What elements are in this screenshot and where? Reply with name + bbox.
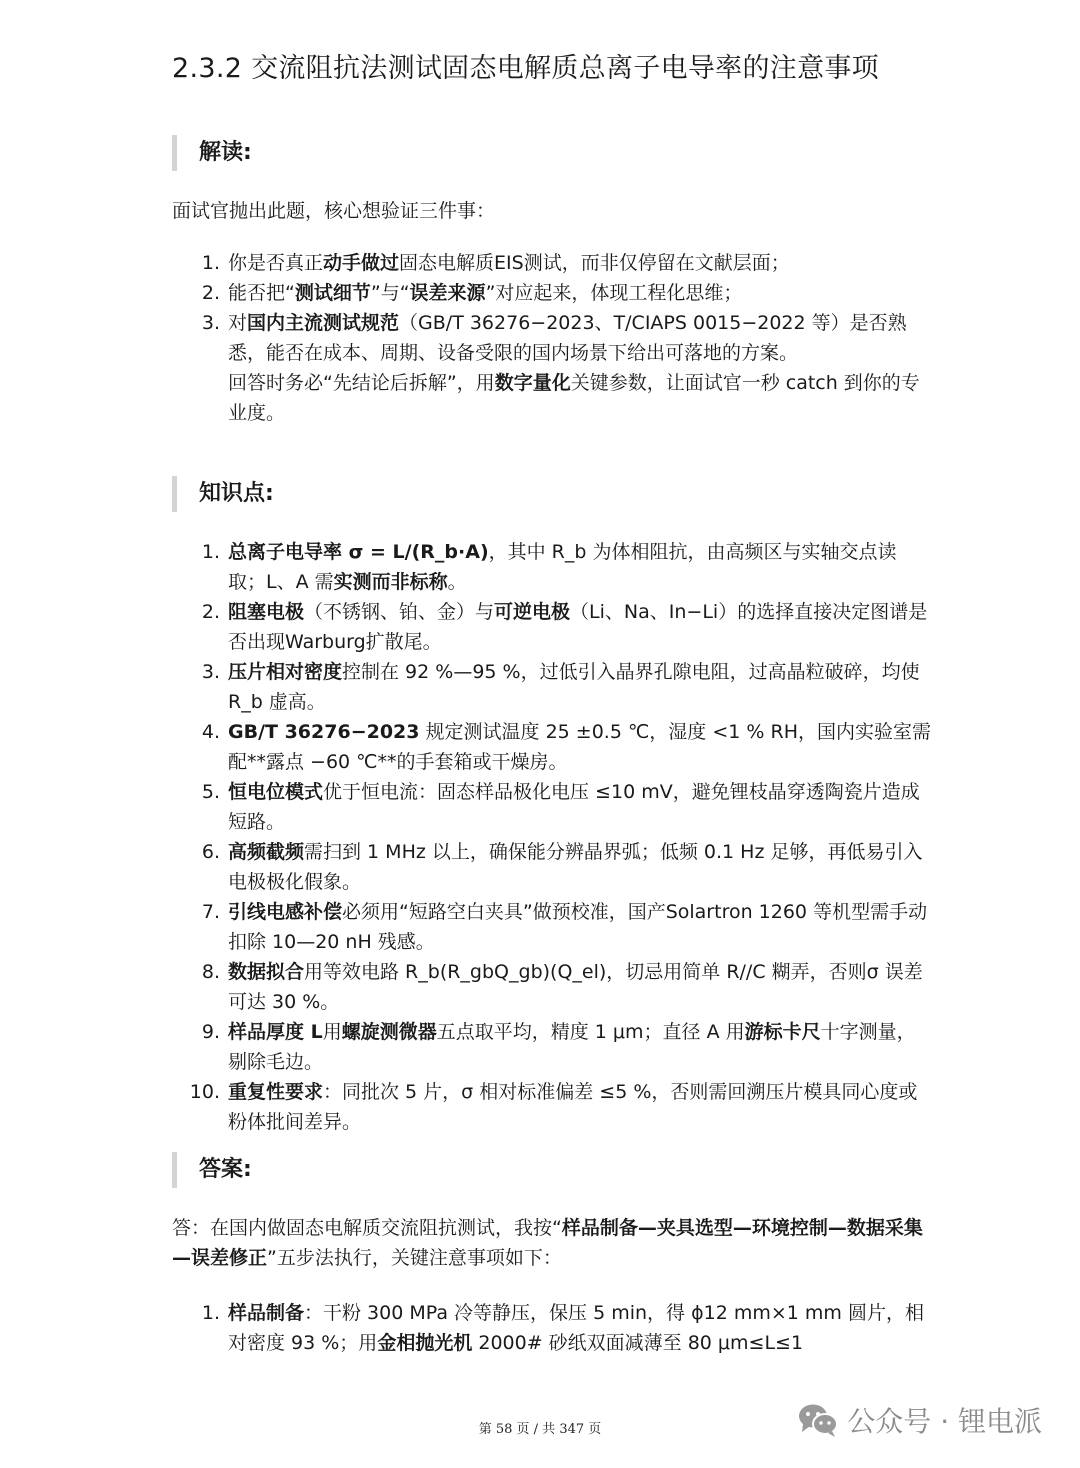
text: 你是否真正 [228,252,324,274]
bold-text: 样品厚度 L [228,1021,323,1043]
list-number: 8. [201,961,220,983]
text: （Li、Na、In−Li）的选择直接决定图谱是否出现Warburg扩散尾。 [228,601,928,653]
bold-text: 测试细节 [294,282,371,304]
text: 需扫到 1 MHz 以上，确保能分辨晶界弧；低频 0.1 Hz 足够，再低易引入电极极化假象。 [228,841,923,893]
bold-text: 动手做过 [323,252,400,274]
list-item [172,957,932,1017]
list-number: 3. [201,312,220,334]
list-item [172,537,932,597]
text: 2000# 砂纸双面减薄至 80 μm≤L≤1 [472,1332,804,1354]
page-title: 2.3.2 交流阻抗法测试固态电解质总离子电导率的注意事项 [172,53,879,84]
bold-text: 样品制备 [228,1302,305,1324]
section-heading-knowledge: 知识点: [172,476,274,512]
list-number: 1. [201,1302,220,1324]
bold-text: 游标卡尺 [744,1021,821,1043]
text: 回答时务必“先结论后拆解”，用 [228,372,495,394]
text: 关键参数，让面试官一秒 catch 到你的专业度。 [228,372,920,424]
bold-text: 国内主流测试规范 [247,312,400,334]
bold-text: 总离子电导率 σ = L/(R_b·A) [228,541,489,563]
list-item [172,1077,932,1137]
list-item [172,248,932,278]
list-number: 4. [201,721,220,743]
list-number: 1. [201,252,220,274]
text: ”对应起来，体现工程化思维； [485,282,743,304]
text: 对 [228,312,248,334]
bold-text: 高频截频 [228,841,305,863]
bold-text: 螺旋测微器 [341,1021,437,1043]
text: 用 [322,1021,342,1043]
bold-text: 数字量化 [494,372,571,394]
text: ：干粉 300 MPa 冷等静压，保压 5 min，得 ϕ12 mm×1 mm 圆片，相对密度 93 %；用 [228,1302,924,1354]
list-number: 1. [201,541,220,563]
text: ，其中 R_b 为体相阻抗，由高频区与实轴交点读取；L、A 需 [228,541,897,593]
text: 能否把“ [228,282,295,304]
section-heading-interpret: 解读: [172,135,252,171]
interpret-intro: 面试官抛出此题，核心想验证三件事： [172,200,496,222]
answer-intro [172,1213,932,1273]
watermark-text: 公众号 · 锂电派 [847,1405,1042,1438]
bold-text: 实测而非标称 [333,571,448,593]
text: 五点取平均，精度 1 μm；直径 A 用 [436,1021,745,1043]
answer-list [172,1298,932,1358]
bold-text: 恒电位模式 [228,781,324,803]
bold-text: 误差来源 [409,282,486,304]
list-number: 2. [201,282,220,304]
bold-text: 阻塞电极 [228,601,305,623]
text: （GB/T 36276−2023、T/CIAPS 0015−2022 等）是否熟悉，能否在成本、周期、设备受限的国内场景下给出可落地的方案。 [228,312,907,364]
text: 十字测量，剔除毛边。 [228,1021,916,1073]
list-number: 10. [189,1081,220,1103]
list-item [172,1298,932,1358]
list-number: 2. [201,601,220,623]
list-item [172,717,932,777]
list-number: 5. [201,781,220,803]
list-item [172,897,932,957]
wechat-icon [797,1402,839,1438]
list-number: 7. [201,901,220,923]
bold-text: 引线电感补偿 [228,901,343,923]
text: 必须用“短路空白夹具”做预校准，国产Solartron 1260 等机型需手动扣除 10—20 nH 残感。 [228,901,928,953]
list-item [172,308,932,428]
list-number: 9. [201,1021,220,1043]
bold-text: GB/T 36276−2023 [228,721,420,743]
text: ：同批次 5 片，σ 相对标准偏差 ≤5 %，否则需回溯压片模具同心度或粉体批间差异。 [228,1081,918,1133]
page-number: 第 58 页 / 共 347 页 [478,1422,602,1437]
text: 优于恒电流：固态样品极化电压 ≤10 mV，避免锂枝晶穿透陶瓷片造成短路。 [228,781,920,833]
bold-text: 可逆电极 [494,601,571,623]
bold-text: 重复性要求 [228,1081,324,1103]
watermark [797,1400,1042,1440]
text: 答：在国内做固态电解质交流阻抗测试，我按“ [172,1217,562,1239]
text: ”与“ [370,282,410,304]
section-heading-answer: 答案: [172,1152,252,1188]
list-item [172,597,932,657]
text: 固态电解质EIS测试，而非仅停留在文献层面； [399,252,790,274]
text: 用等效电路 R_b(R_gbQ_gb)(Q_el)，切忌用简单 R//C 糊弄，否则σ 误差可达 30 %。 [228,961,923,1013]
interpret-list [172,248,932,428]
text: ”五步法执行，关键注意事项如下： [267,1247,562,1269]
list-item [172,657,932,717]
text: （不锈钢、铂、金）与 [304,601,495,623]
bold-text: 金相抛光机 [377,1332,473,1354]
bold-text: 压片相对密度 [228,661,343,683]
knowledge-list [172,537,932,1137]
list-item [172,777,932,837]
list-item [172,837,932,897]
list-item [172,1017,932,1077]
bold-text: 数据拟合 [228,961,305,983]
text: 规定测试温度 25 ±0.5 ℃，湿度 <1 % RH，国内实验室需配**露点 −60 ℃**的手套箱或干燥房。 [228,721,931,773]
bold-text: 样品制备—夹具选型—环境控制—数据采集—误差修正 [172,1217,923,1269]
list-item [172,278,932,308]
text: 。 [447,571,467,593]
text: 控制在 92 %—95 %，过低引入晶界孔隙电阻，过高晶粒破碎，均使 R_b 虚高。 [228,661,920,713]
list-number: 3. [201,661,220,683]
list-number: 6. [201,841,220,863]
